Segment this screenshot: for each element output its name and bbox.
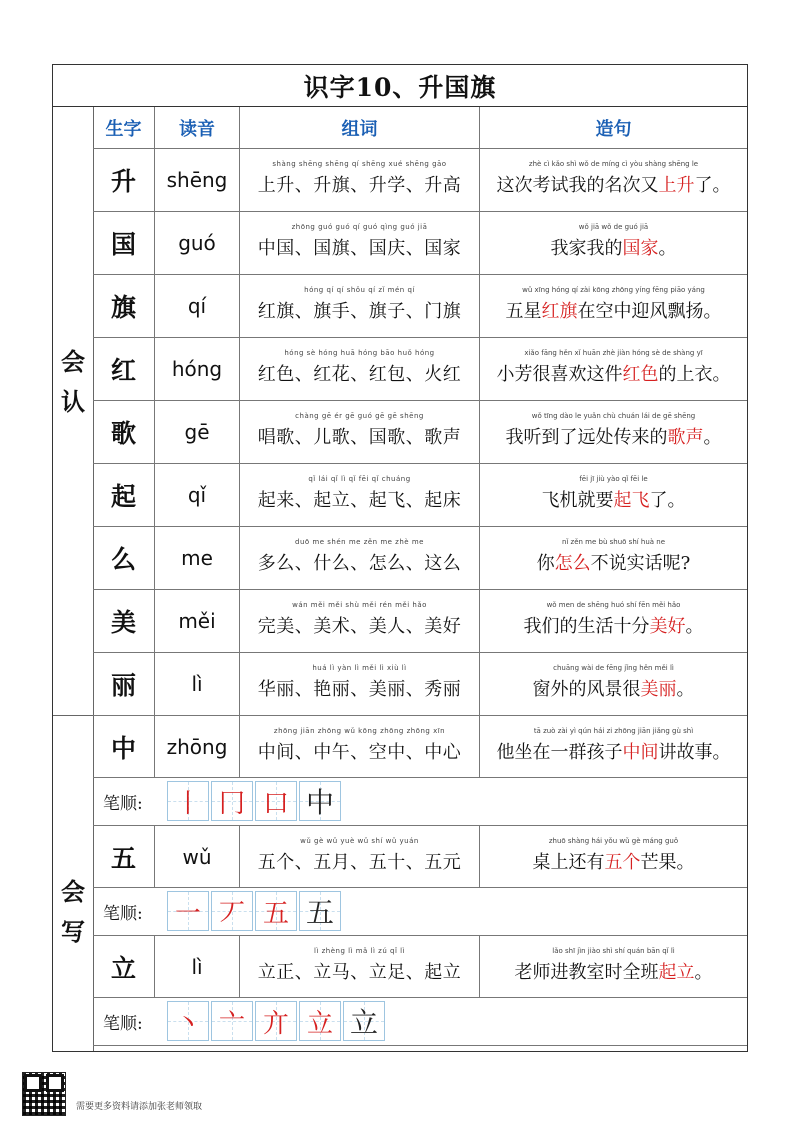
row-sentence	[496, 160, 731, 197]
row-words-text: 红旗、旗手、旗子、门旗	[257, 301, 462, 322]
row-sentence-cell	[480, 716, 747, 777]
sentence-part: 小芳很喜欢这件	[496, 364, 623, 385]
row-sentence-cell	[480, 653, 747, 715]
row-words-cell	[240, 275, 480, 337]
row-words	[257, 664, 462, 701]
page-title: 识字10、升国旗	[53, 65, 747, 107]
row-words-cell	[240, 401, 480, 463]
row-words-text: 完美、美术、美人、美好	[257, 616, 462, 637]
row-char: 升	[93, 149, 155, 211]
stroke-label: 笔顺:	[103, 1014, 143, 1034]
sentence-highlight: 五个	[604, 851, 641, 873]
side-label-recognize-2: 认	[61, 387, 85, 416]
sentence-part: 桌上还有	[532, 851, 605, 873]
sentence-part: 的上衣。	[658, 364, 731, 385]
header-char: 生字	[93, 107, 155, 148]
sentence-highlight: 怎么	[554, 553, 591, 574]
row-sentence	[541, 475, 686, 512]
row-pinyin: qǐ	[155, 464, 240, 526]
row-words-pinyin: lì zhèng lì mǎ lì zú qǐ lì	[313, 946, 406, 955]
stroke-label: 笔顺:	[103, 794, 143, 814]
sentence-highlight: 美好	[649, 616, 686, 637]
sentence-part: 我们的生活十分	[523, 616, 650, 637]
table-header-row	[93, 107, 747, 149]
sentence-part: 。	[685, 616, 704, 637]
sentence-part: 讲故事。	[658, 741, 731, 763]
stroke-tile	[255, 1001, 297, 1041]
row-sentence-pinyin: xiǎo fāng hěn xǐ huān zhè jiàn hóng sè de shàng yī	[524, 349, 703, 357]
row-words-pinyin: shàng shēng shēng qí shēng xué shēng gāo	[272, 160, 447, 168]
worksheet	[52, 64, 748, 1052]
stroke-glyph: 中	[305, 786, 334, 819]
row-words	[257, 349, 462, 386]
stroke-tile	[343, 1001, 385, 1041]
row-pinyin: měi	[155, 590, 240, 652]
row-pinyin: shēng	[155, 149, 240, 211]
side-label-recognize-1: 会	[61, 347, 85, 376]
row-pinyin: gē	[155, 401, 240, 463]
row-char: 歌	[93, 401, 155, 463]
table-row	[93, 464, 747, 527]
row-sentence	[496, 726, 731, 764]
row-words-text: 中间、中午、空中、中心	[257, 741, 462, 763]
row-sentence-pinyin: wǒ men de shēng huó shí fēn měi hǎo	[546, 601, 681, 609]
row-sentence-pinyin: zhè cì kǎo shì wǒ de míng cì yòu shàng shēng le	[528, 160, 699, 168]
row-words-pinyin: wǔ gè wǔ yuè wǔ shí wǔ yuán	[300, 836, 419, 845]
row-words-cell	[240, 936, 480, 997]
stroke-tile	[211, 891, 253, 931]
stroke-tile	[167, 891, 209, 931]
table-row	[93, 936, 747, 998]
stroke-glyph: 丶	[174, 1008, 201, 1039]
row-sentence-pinyin: zhuō shàng hái yǒu wǔ gè máng guǒ	[548, 836, 679, 845]
side-label-write-1: 会	[61, 877, 85, 906]
row-sentence-cell	[480, 527, 747, 589]
row-pinyin: lì	[155, 653, 240, 715]
row-sentence	[496, 349, 731, 386]
row-words-cell	[240, 826, 480, 887]
stroke-tiles	[167, 1001, 387, 1041]
row-words-cell	[240, 590, 480, 652]
stroke-order-row	[93, 998, 747, 1046]
row-char: 红	[93, 338, 155, 400]
row-sentence-pinyin: chuāng wài de fēng jǐng hěn měi lì	[553, 664, 674, 672]
header-words: 组词	[240, 107, 480, 148]
row-words	[257, 475, 462, 512]
sentence-part: 不说实话呢?	[590, 553, 691, 574]
sentence-part: 这次考试我的名次又	[496, 175, 659, 196]
sentence-part: 了。	[694, 175, 731, 196]
stroke-tile	[255, 781, 297, 821]
row-sentence	[532, 664, 695, 701]
stroke-glyph: 五	[305, 896, 334, 929]
row-words	[257, 412, 462, 449]
row-words-cell	[240, 338, 480, 400]
stroke-tiles	[167, 781, 343, 821]
sentence-part: 老师进教室时全班	[514, 961, 659, 983]
row-sentence-pinyin: tā zuò zài yì qún hái zi zhōng jiān jiǎng gù shì	[533, 726, 694, 735]
row-pinyin: zhōng	[155, 716, 240, 777]
sentence-part: 窗外的风景很	[532, 679, 641, 700]
row-sentence	[536, 538, 691, 575]
row-words-pinyin: hóng qí qí shǒu qí zǐ mén qí	[304, 286, 415, 294]
row-sentence-cell	[480, 338, 747, 400]
sentence-highlight: 上升	[658, 175, 695, 196]
row-words-pinyin: qǐ lái qǐ lì qǐ fēi qǐ chuáng	[308, 475, 411, 483]
row-sentence-cell	[480, 275, 747, 337]
row-words-cell	[240, 716, 480, 777]
row-sentence	[505, 412, 722, 449]
row-char: 国	[93, 212, 155, 274]
stroke-tile	[299, 1001, 341, 1041]
row-pinyin: wǔ	[155, 826, 240, 887]
row-words	[257, 160, 462, 197]
stroke-tile	[211, 781, 253, 821]
row-sentence	[523, 601, 704, 638]
row-sentence-pinyin: wǒ tīng dào le yuǎn chù chuán lái de gē shēng	[531, 412, 696, 420]
sentence-highlight: 红色	[622, 364, 659, 385]
footer-note: 需要更多资料请添加张老师领取	[76, 1102, 203, 1112]
stroke-tile	[211, 1001, 253, 1041]
row-words	[257, 726, 462, 764]
stroke-glyph: 立	[306, 1008, 333, 1039]
row-words-text: 立正、立马、立足、起立	[257, 961, 462, 983]
row-char: 中	[93, 716, 155, 777]
row-sentence-cell	[480, 936, 747, 997]
row-sentence-cell	[480, 590, 747, 652]
table-row	[93, 716, 747, 778]
row-words-text: 唱歌、儿歌、国歌、歌声	[257, 427, 462, 448]
stroke-glyph: 五	[262, 898, 289, 929]
sentence-part: 了。	[649, 490, 686, 511]
row-words-text: 五个、五月、五十、五元	[257, 851, 462, 873]
row-words-text: 多么、什么、怎么、这么	[257, 553, 462, 574]
row-words-text: 红色、红花、红包、火红	[257, 364, 462, 385]
stroke-glyph: 立	[349, 1006, 378, 1039]
row-sentence	[514, 946, 713, 984]
sentence-highlight: 美丽	[640, 679, 677, 700]
row-sentence	[532, 836, 695, 874]
row-pinyin: lì	[155, 936, 240, 997]
stroke-tile	[299, 891, 341, 931]
row-sentence-cell	[480, 401, 747, 463]
row-words-cell	[240, 653, 480, 715]
row-words-pinyin: huá lì yàn lì měi lì xiù lì	[312, 664, 407, 672]
sentence-part: 芒果。	[640, 851, 695, 873]
sentence-part: 飞机就要	[541, 490, 614, 511]
row-words-text: 华丽、艳丽、美丽、秀丽	[257, 679, 462, 700]
sentence-part: 我听到了远处传来的	[505, 427, 668, 448]
row-words-cell	[240, 527, 480, 589]
table-row	[93, 338, 747, 401]
table-row	[93, 826, 747, 888]
row-words-text: 起来、起立、起飞、起床	[257, 490, 462, 511]
row-words-pinyin: duō me shén me zěn me zhè me	[295, 538, 424, 546]
row-sentence-cell	[480, 826, 747, 887]
row-words-cell	[240, 149, 480, 211]
row-sentence-cell	[480, 464, 747, 526]
row-words-text: 中国、国旗、国庆、国家	[257, 238, 462, 259]
row-sentence-cell	[480, 212, 747, 274]
sentence-part: 五星	[505, 301, 542, 322]
row-char: 起	[93, 464, 155, 526]
sentence-part: 。	[703, 427, 722, 448]
table-row	[93, 212, 747, 275]
stroke-tile	[167, 1001, 209, 1041]
sentence-part: 。	[658, 238, 677, 259]
table-row	[93, 149, 747, 212]
row-sentence-pinyin: nǐ zěn me bù shuō shí huà ne	[561, 538, 666, 546]
row-pinyin: hóng	[155, 338, 240, 400]
row-pinyin: guó	[155, 212, 240, 274]
row-sentence-pinyin: wǒ jiā wǒ de guó jiā	[578, 223, 649, 231]
table-row	[93, 275, 747, 338]
table-row	[93, 527, 747, 590]
stroke-label: 笔顺:	[103, 904, 143, 924]
row-words-pinyin: chàng gē ér gē guó gē gē shēng	[295, 412, 424, 420]
stroke-tile	[167, 781, 209, 821]
char-table	[93, 107, 747, 1051]
row-words	[257, 538, 462, 575]
row-char: 旗	[93, 275, 155, 337]
row-words-pinyin: zhōng guó guó qí guó qìng guó jiā	[291, 223, 428, 231]
sentence-part: 你	[536, 553, 555, 574]
side-label-write-2: 写	[61, 917, 85, 946]
row-pinyin: me	[155, 527, 240, 589]
row-char: 么	[93, 527, 155, 589]
side-column	[53, 107, 94, 1051]
row-sentence	[550, 223, 677, 260]
stroke-tile	[255, 891, 297, 931]
table-row	[93, 401, 747, 464]
stroke-glyph: 口	[262, 788, 289, 819]
row-sentence-pinyin: lǎo shī jìn jiào shì shí quán bān qǐ lì	[552, 946, 675, 955]
row-words-cell	[240, 464, 480, 526]
side-label-write	[53, 867, 93, 957]
row-words	[257, 836, 462, 874]
row-char: 立	[93, 936, 155, 997]
row-words	[257, 223, 462, 260]
row-words	[257, 286, 462, 323]
row-words-pinyin: hóng sè hóng huā hóng bāo huǒ hóng	[284, 349, 435, 357]
row-pinyin: qí	[155, 275, 240, 337]
stroke-tiles	[167, 891, 343, 931]
row-words-pinyin: wán měi měi shù měi rén měi hǎo	[292, 601, 427, 609]
row-sentence	[505, 286, 722, 323]
sentence-highlight: 起立	[658, 961, 695, 983]
stroke-glyph: 丨	[174, 788, 201, 819]
sentence-part: 。	[694, 961, 713, 983]
footer	[22, 1072, 202, 1116]
sentence-highlight: 歌声	[667, 427, 704, 448]
stroke-tile	[299, 781, 341, 821]
sentence-part: 我家我的	[550, 238, 623, 259]
row-sentence-pinyin: fēi jī jiù yào qǐ fēi le	[579, 475, 648, 483]
sentence-highlight: 中间	[622, 741, 659, 763]
table-row	[93, 590, 747, 653]
stroke-order-row	[93, 888, 747, 936]
sentence-part: 他坐在一群孩子	[496, 741, 623, 763]
stroke-glyph: 亣	[262, 1008, 289, 1039]
sentence-highlight: 红旗	[541, 301, 578, 322]
row-words-pinyin: zhōng jiān zhōng wǔ kōng zhōng zhōng xīn	[273, 726, 446, 735]
row-char: 丽	[93, 653, 155, 715]
table-row	[93, 653, 747, 716]
stroke-glyph: 丆	[218, 898, 245, 929]
header-sentence: 造句	[595, 118, 632, 140]
row-words-cell	[240, 212, 480, 274]
stroke-glyph: 一	[174, 898, 201, 929]
side-divider	[53, 715, 93, 716]
row-char: 五	[93, 826, 155, 887]
header-pinyin: 读音	[155, 107, 240, 148]
row-char: 美	[93, 590, 155, 652]
row-words	[257, 601, 462, 638]
qr-code-icon[interactable]	[22, 1072, 66, 1116]
sentence-highlight: 国家	[622, 238, 659, 259]
sentence-part: 。	[676, 679, 695, 700]
row-words-text: 上升、升旗、升学、升高	[257, 175, 462, 196]
row-sentence-pinyin: wǔ xīng hóng qí zài kōng zhōng yíng fēng piāo yáng	[522, 286, 705, 294]
sentence-part: 在空中迎风飘扬。	[577, 301, 722, 322]
stroke-glyph: 冂	[218, 788, 245, 819]
side-label-recognize	[53, 347, 93, 417]
row-sentence-cell	[480, 149, 747, 211]
row-words	[257, 946, 462, 984]
sentence-highlight: 起飞	[613, 490, 650, 511]
stroke-order-row	[93, 778, 747, 826]
stroke-glyph: 亠	[218, 1008, 245, 1039]
